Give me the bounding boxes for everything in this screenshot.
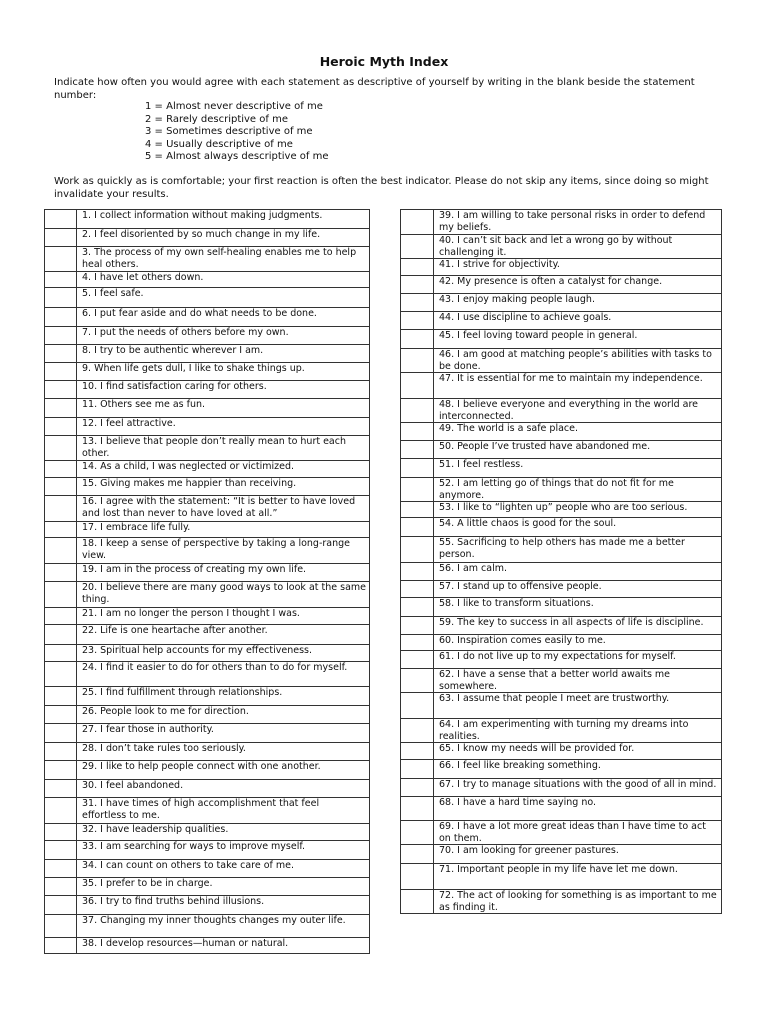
statement-text: 16. I agree with the statement: “It is better to have loved and lost than never to have loved at all.” [77, 496, 370, 522]
statement-text: 46. I am good at matching people’s abilities with tasks to be done. [434, 349, 722, 373]
answer-blank[interactable] [45, 461, 77, 478]
answer-blank[interactable] [45, 272, 77, 288]
rating-scale [145, 101, 329, 164]
table-row [401, 693, 722, 719]
answer-blank[interactable] [45, 743, 77, 761]
table-row [45, 608, 370, 625]
answer-blank[interactable] [401, 890, 434, 914]
answer-blank[interactable] [401, 276, 434, 294]
statement-text: 69. I have a lot more great ideas than I have time to act on them. [434, 821, 722, 845]
table-row [45, 327, 370, 345]
statement-text: 15. Giving makes me happier than receiving. [77, 478, 370, 496]
answer-blank[interactable] [45, 496, 77, 522]
answer-blank[interactable] [401, 864, 434, 890]
table-row [401, 563, 722, 581]
statement-text: 60. Inspiration comes easily to me. [434, 635, 722, 651]
statement-text: 21. I am no longer the person I thought I was. [77, 608, 370, 625]
statement-text: 25. I find fulfillment through relationships. [77, 687, 370, 706]
table-row [45, 229, 370, 247]
answer-blank[interactable] [401, 312, 434, 330]
table-row [401, 669, 722, 693]
table-row [45, 724, 370, 743]
statement-text: 17. I embrace life fully. [77, 522, 370, 538]
answer-blank[interactable] [45, 522, 77, 538]
table-row [401, 651, 722, 669]
table-row [401, 760, 722, 779]
statement-text: 34. I can count on others to take care of me. [77, 860, 370, 878]
table-row [45, 288, 370, 308]
statement-text: 3. The process of my own self-healing enables me to help heal others. [77, 247, 370, 272]
table-row [45, 915, 370, 938]
answer-blank[interactable] [401, 399, 434, 423]
answer-blank[interactable] [401, 563, 434, 581]
table-row [401, 276, 722, 294]
table-row [45, 363, 370, 381]
table-row [401, 423, 722, 441]
answer-blank[interactable] [45, 564, 77, 582]
statement-text: 33. I am searching for ways to improve myself. [77, 841, 370, 860]
table-row [45, 582, 370, 608]
answer-blank[interactable] [401, 294, 434, 312]
statement-text: 50. People I’ve trusted have abandoned me. [434, 441, 722, 459]
table-row [401, 537, 722, 563]
answer-blank[interactable] [45, 724, 77, 743]
answer-blank[interactable] [45, 896, 77, 915]
answer-blank[interactable] [401, 441, 434, 459]
answer-blank[interactable] [45, 478, 77, 496]
table-row [45, 761, 370, 780]
answer-blank[interactable] [45, 824, 77, 841]
statement-text: 48. I believe everyone and everything in the world are interconnected. [434, 399, 722, 423]
items-table-left [44, 209, 370, 954]
answer-blank[interactable] [45, 210, 77, 229]
answer-blank[interactable] [45, 938, 77, 954]
table-row [401, 259, 722, 276]
table-row [45, 522, 370, 538]
table-row [45, 381, 370, 399]
table-row [45, 625, 370, 645]
table-row [401, 598, 722, 617]
statement-text: 55. Sacrificing to help others has made me a better person. [434, 537, 722, 563]
statement-text: 32. I have leadership qualities. [77, 824, 370, 841]
table-row [45, 780, 370, 798]
answer-blank[interactable] [401, 598, 434, 617]
statement-text: 59. The key to success in all aspects of life is discipline. [434, 617, 722, 635]
statement-text: 2. I feel disoriented by so much change in my life. [77, 229, 370, 247]
table-row [45, 564, 370, 582]
table-row [45, 272, 370, 288]
table-row [401, 617, 722, 635]
answer-blank[interactable] [45, 363, 77, 381]
table-row [401, 864, 722, 890]
statement-text: 19. I am in the process of creating my own life. [77, 564, 370, 582]
statement-text: 14. As a child, I was neglected or victimized. [77, 461, 370, 478]
answer-blank[interactable] [45, 645, 77, 662]
scale-item: 3 = Sometimes descriptive of me [145, 126, 313, 137]
table-row [401, 845, 722, 864]
statement-text: 52. I am letting go of things that do not fit for me anymore. [434, 478, 722, 502]
answer-blank[interactable] [45, 436, 77, 461]
table-row [401, 235, 722, 259]
answer-blank[interactable] [45, 418, 77, 436]
statement-text: 30. I feel abandoned. [77, 780, 370, 798]
table-row [45, 308, 370, 327]
statement-text: 10. I find satisfaction caring for others. [77, 381, 370, 399]
table-row [401, 459, 722, 478]
answer-blank[interactable] [401, 779, 434, 797]
statement-text: 26. People look to me for direction. [77, 706, 370, 724]
answer-blank[interactable] [45, 345, 77, 363]
table-row [401, 743, 722, 760]
answer-blank[interactable] [45, 780, 77, 798]
statement-text: 45. I feel loving toward people in general. [434, 330, 722, 349]
statement-text: 51. I feel restless. [434, 459, 722, 478]
statement-text: 13. I believe that people don’t really mean to hurt each other. [77, 436, 370, 461]
statement-text: 44. I use discipline to achieve goals. [434, 312, 722, 330]
answer-blank[interactable] [401, 669, 434, 693]
statement-text: 63. I assume that people I meet are trustworthy. [434, 693, 722, 719]
table-row [401, 635, 722, 651]
table-row [45, 938, 370, 954]
table-row [401, 330, 722, 349]
answer-blank[interactable] [45, 229, 77, 247]
statement-text: 49. The world is a safe place. [434, 423, 722, 441]
table-row [401, 502, 722, 518]
table-row [45, 210, 370, 229]
answer-blank[interactable] [401, 617, 434, 635]
table-row [401, 349, 722, 373]
scale-item: 5 = Almost always descriptive of me [145, 151, 329, 162]
table-row [401, 441, 722, 459]
table-row [401, 312, 722, 330]
answer-blank[interactable] [401, 259, 434, 276]
answer-blank[interactable] [401, 743, 434, 760]
statement-text: 36. I try to find truths behind illusions. [77, 896, 370, 915]
answer-blank[interactable] [401, 797, 434, 821]
answer-blank[interactable] [401, 210, 434, 235]
scale-item: 4 = Usually descriptive of me [145, 138, 293, 150]
statement-text: 72. The act of looking for something is as important to me as finding it. [434, 890, 722, 914]
answer-blank[interactable] [401, 235, 434, 259]
answer-blank[interactable] [45, 308, 77, 327]
table-row [401, 210, 722, 235]
statement-text: 38. I develop resources—human or natural. [77, 938, 370, 954]
statement-text: 8. I try to be authentic wherever I am. [77, 345, 370, 363]
statement-text: 9. When life gets dull, I like to shake things up. [77, 363, 370, 381]
items-table-right [400, 209, 722, 914]
table-row [45, 896, 370, 915]
statement-text: 53. I like to “lighten up” people who are too serious. [434, 502, 722, 518]
statement-text: 31. I have times of high accomplishment that feel effortless to me. [77, 798, 370, 824]
table-row [45, 345, 370, 363]
table-row [401, 294, 722, 312]
table-row [401, 373, 722, 399]
table-row [45, 399, 370, 418]
table-row [45, 436, 370, 461]
answer-blank[interactable] [401, 821, 434, 845]
statement-text: 28. I don’t take rules too seriously. [77, 743, 370, 761]
table-row [401, 890, 722, 914]
table-row [401, 821, 722, 845]
statement-text: 7. I put the needs of others before my own. [77, 327, 370, 345]
answer-blank[interactable] [401, 423, 434, 441]
answer-blank[interactable] [45, 761, 77, 780]
statement-text: 23. Spiritual help accounts for my effectiveness. [77, 645, 370, 662]
statement-text: 20. I believe there are many good ways to look at the same thing. [77, 582, 370, 608]
answer-blank[interactable] [45, 798, 77, 824]
statement-text: 1. I collect information without making judgments. [77, 210, 370, 229]
table-row [401, 399, 722, 423]
answer-blank[interactable] [45, 915, 77, 938]
answer-blank[interactable] [401, 651, 434, 669]
answer-blank[interactable] [401, 502, 434, 518]
answer-blank[interactable] [45, 381, 77, 399]
answer-blank[interactable] [45, 582, 77, 608]
table-row [45, 645, 370, 662]
answer-blank[interactable] [401, 459, 434, 478]
statement-text: 54. A little chaos is good for the soul. [434, 518, 722, 537]
statement-text: 62. I have a sense that a better world awaits me somewhere. [434, 669, 722, 693]
answer-blank[interactable] [401, 581, 434, 598]
table-row [45, 496, 370, 522]
answer-blank[interactable] [401, 845, 434, 864]
statement-text: 27. I fear those in authority. [77, 724, 370, 743]
answer-blank[interactable] [45, 288, 77, 308]
statement-text: 35. I prefer to be in charge. [77, 878, 370, 896]
table-row [45, 743, 370, 761]
table-row [45, 687, 370, 706]
statement-text: 41. I strive for objectivity. [434, 259, 722, 276]
answer-blank[interactable] [45, 327, 77, 345]
statement-text: 47. It is essential for me to maintain my independence. [434, 373, 722, 399]
intro-text: Indicate how often you would agree with each statement as descriptive of yourself by writing in the blank beside the statement number: [54, 77, 695, 101]
answer-blank[interactable] [45, 399, 77, 418]
scale-item: 2 = Rarely descriptive of me [145, 113, 288, 125]
answer-blank[interactable] [401, 349, 434, 373]
answer-blank[interactable] [401, 478, 434, 502]
answer-blank[interactable] [45, 625, 77, 645]
answer-blank[interactable] [401, 518, 434, 537]
table-row [401, 518, 722, 537]
table-row [45, 418, 370, 436]
statement-text: 4. I have let others down. [77, 272, 370, 288]
statement-text: 71. Important people in my life have let me down. [434, 864, 722, 890]
answer-blank[interactable] [45, 687, 77, 706]
statement-text: 11. Others see me as fun. [77, 399, 370, 418]
statement-text: 57. I stand up to offensive people. [434, 581, 722, 598]
table-row [45, 878, 370, 896]
statement-text: 37. Changing my inner thoughts changes my outer life. [77, 915, 370, 938]
answer-blank[interactable] [45, 538, 77, 564]
statement-text: 39. I am willing to take personal risks in order to defend my beliefs. [434, 210, 722, 235]
statement-text: 43. I enjoy making people laugh. [434, 294, 722, 312]
answer-blank[interactable] [45, 706, 77, 724]
scale-item: 1 = Almost never descriptive of me [145, 101, 323, 112]
table-row [401, 581, 722, 598]
answer-blank[interactable] [401, 537, 434, 563]
statement-text: 24. I find it easier to do for others than to do for myself. [77, 662, 370, 687]
answer-blank[interactable] [45, 608, 77, 625]
table-row [45, 662, 370, 687]
statement-text: 65. I know my needs will be provided for. [434, 743, 722, 760]
statement-text: 70. I am looking for greener pastures. [434, 845, 722, 864]
statement-text: 67. I try to manage situations with the good of all in mind. [434, 779, 722, 797]
statement-text: 42. My presence is often a catalyst for change. [434, 276, 722, 294]
table-row [45, 841, 370, 860]
statement-text: 40. I can’t sit back and let a wrong go by without challenging it. [434, 235, 722, 259]
answer-blank[interactable] [45, 860, 77, 878]
statement-text: 5. I feel safe. [77, 288, 370, 308]
table-row [45, 860, 370, 878]
answer-blank[interactable] [45, 247, 77, 272]
answer-blank[interactable] [401, 330, 434, 349]
table-row [45, 798, 370, 824]
statement-text: 29. I like to help people connect with one another. [77, 761, 370, 780]
statement-text: 66. I feel like breaking something. [434, 760, 722, 779]
answer-blank[interactable] [401, 693, 434, 719]
statement-text: 58. I like to transform situations. [434, 598, 722, 617]
statement-text: 12. I feel attractive. [77, 418, 370, 436]
table-row [401, 478, 722, 502]
statement-text: 64. I am experimenting with turning my dreams into realities. [434, 719, 722, 743]
table-row [45, 538, 370, 564]
statement-text: 68. I have a hard time saying no. [434, 797, 722, 821]
statement-text: 61. I do not live up to my expectations for myself. [434, 651, 722, 669]
answer-blank[interactable] [45, 841, 77, 860]
answer-blank[interactable] [401, 760, 434, 779]
answer-blank[interactable] [45, 662, 77, 687]
table-row [45, 706, 370, 724]
table-row [45, 247, 370, 272]
table-row [401, 719, 722, 743]
page-title: Heroic Myth Index [319, 54, 449, 69]
answer-blank[interactable] [401, 373, 434, 399]
statement-text: 6. I put fear aside and do what needs to be done. [77, 308, 370, 327]
statement-text: 18. I keep a sense of perspective by taking a long-range view. [77, 538, 370, 564]
instructions-text: Work as quickly as is comfortable; your first reaction is often the best indicator. Please do not skip any items, since doing so might invalidate your results. [54, 176, 709, 200]
answer-blank[interactable] [401, 719, 434, 743]
table-row [45, 461, 370, 478]
table-row [45, 824, 370, 841]
statement-text: 56. I am calm. [434, 563, 722, 581]
answer-blank[interactable] [45, 878, 77, 896]
table-row [401, 797, 722, 821]
table-row [401, 779, 722, 797]
answer-blank[interactable] [401, 635, 434, 651]
statement-text: 22. Life is one heartache after another. [77, 625, 370, 645]
table-row [45, 478, 370, 496]
